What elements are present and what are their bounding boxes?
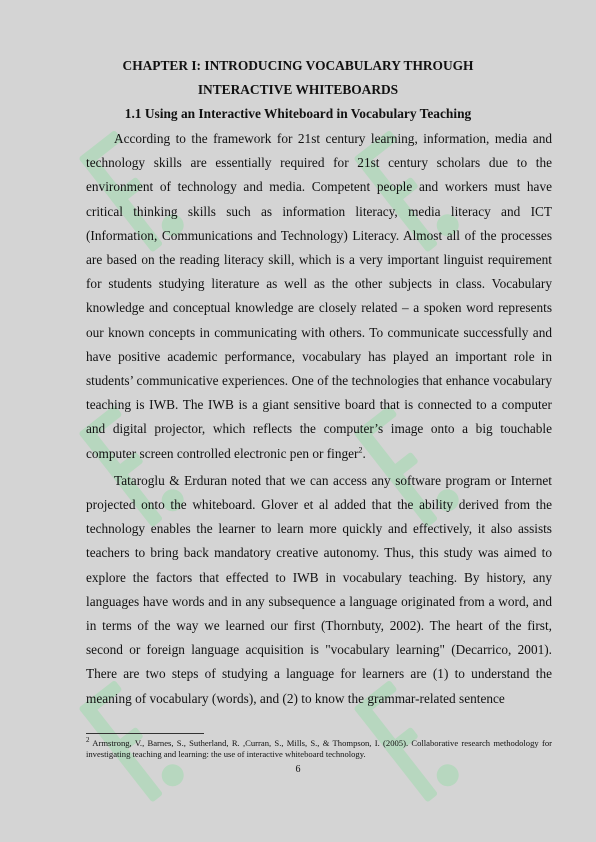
footnote-divider (86, 733, 204, 734)
paragraph-1 (86, 127, 552, 466)
footnote-number: 2 (86, 736, 90, 745)
paragraph-2: Tataroglu & Erduran noted that we can access any software program or Internet projected onto the whiteboard. Glover et al added that the ability derived from the technology enables the learner to learn more quickly and effectively, it also assists teachers to bring back mandatory creative autonomy. Thus, this study was aimed to explore the factors that effected to IWB in vocabulary teaching. By history, any languages have words and in any subsequence a language originated from a word, and in terms of the way we learned our first (Thornbuty, 2002). The heart of the first, second or foreign language acquisition is "vocabulary learning" (Decarrico, 2001). There are two steps of studying a language for learners are (1) to understand the meaning of vocabulary (words), and (2) to know the grammar-related sentence (86, 472, 552, 706)
chapter-title-line2: INTERACTIVE WHITEBOARDS (197, 82, 399, 97)
page-number: 6 (295, 764, 301, 775)
footnote (86, 738, 552, 760)
footnote-reference[interactable]: 2 (358, 445, 363, 455)
paragraph-1-end: . (362, 445, 366, 461)
footnote-text: Armstrong, V., Barnes, S., Sutherland, R. ,Curran, S., Mills, S., & Thompson, I. (2005). Collaborative research methodology for investigating teaching and learning: the use of interactive whiteboard technology. (86, 738, 552, 759)
paragraph-1-text: According to the framework for 21st century learning, information, media and technology skills are essentially required for 21st century scholars due to the environment of technology and media. Competent people and workers must have critical thinking skills such as information literacy, media literacy and ICT (Information, Communications and Technology) Literacy. Almost all of the processes are based on the reading literacy skill, which is a very important linguist requirement for students studying literature as well as the other subjects in class. Vocabulary knowledge and conceptual knowledge are closely related – a spoken word represents our known concepts in communicating with others. To communicate successfully and have positive academic performance, vocabulary has played an important role in students’ communicative experiences. One of the technologies that enhance vocabulary teaching is IWB. The IWB is a giant sensitive board that is connected to a computer and digital projector, which reflects the computer’s image onto a big touchable computer screen controlled electronic pen or finger (86, 131, 552, 461)
body-text (86, 127, 552, 711)
section-title: 1.1 Using an Interactive Whiteboard in Vocabulary Teaching (124, 106, 472, 121)
chapter-title-line1: CHAPTER I: INTRODUCING VOCABULARY THROUGH (122, 58, 474, 73)
